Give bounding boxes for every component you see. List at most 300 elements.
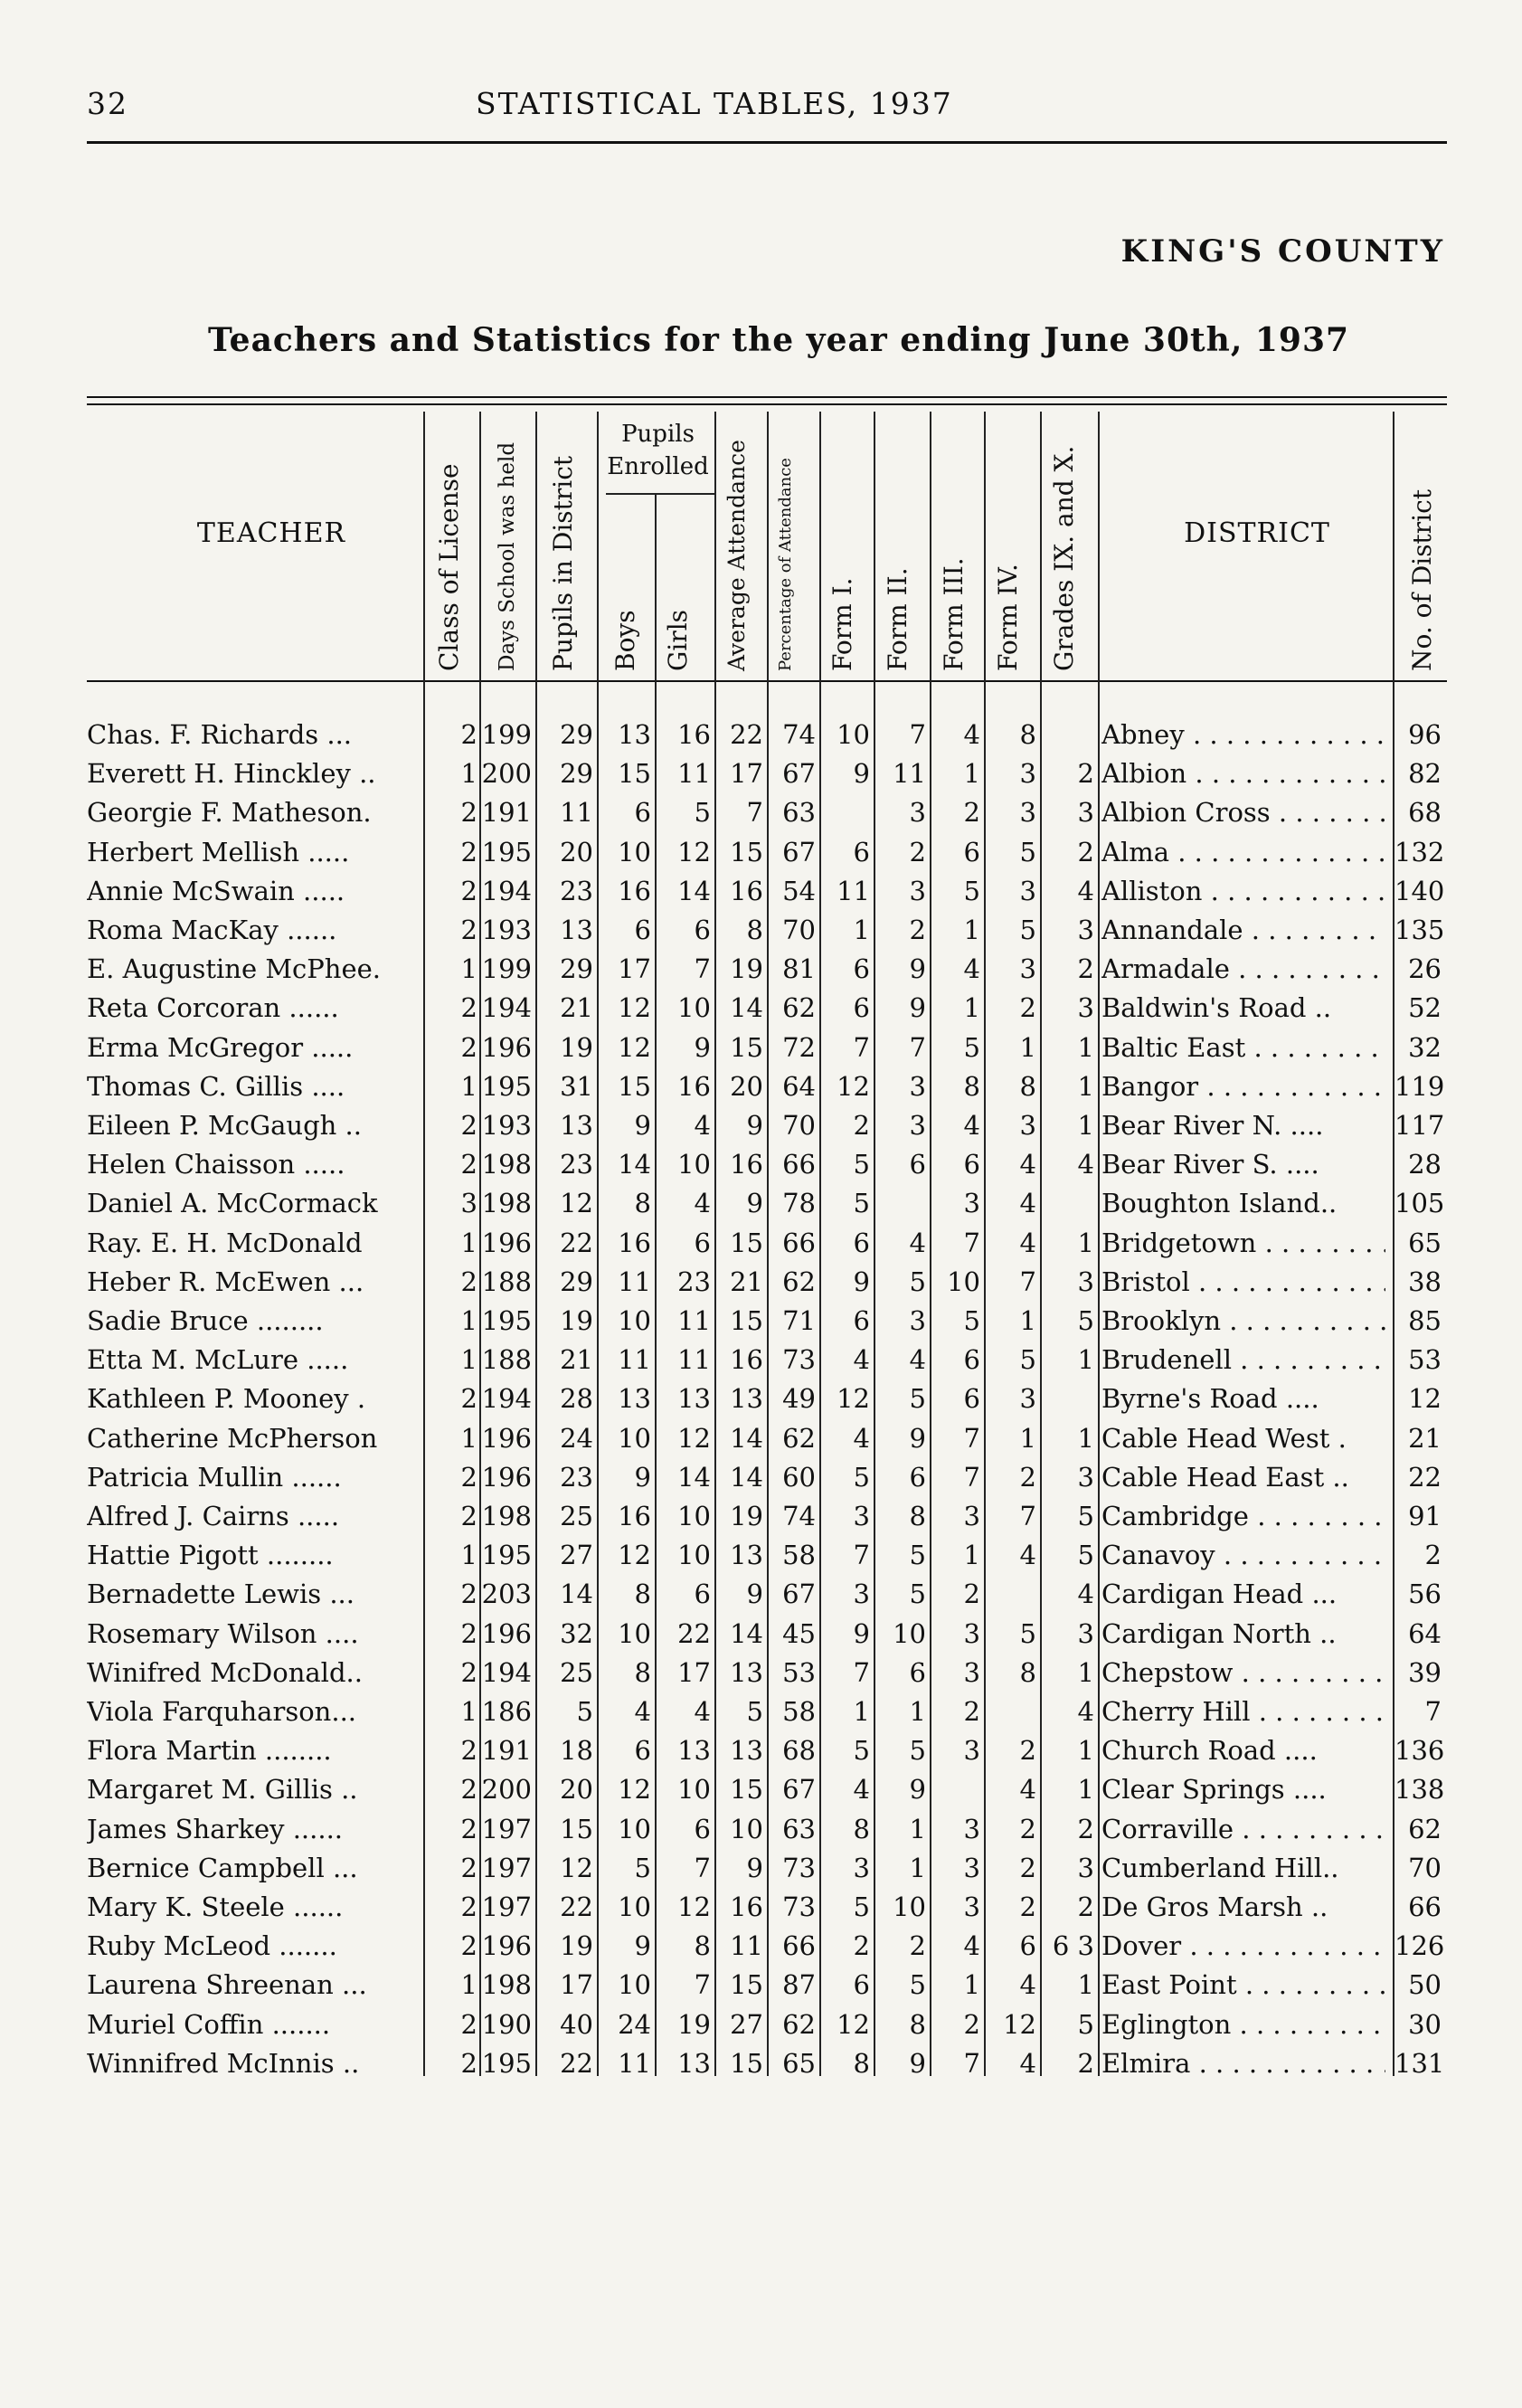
percentage-attendance-cell: 87 (782, 1969, 816, 2001)
form-4-cell: 8 (1019, 1070, 1036, 1102)
pupils-in-district-cell: 29 (560, 953, 593, 985)
form-1-cell: 5 (853, 1735, 870, 1767)
average-attendance-cell: 8 (746, 915, 763, 945)
district-label: Cable Head West . (1101, 1422, 1347, 1454)
form-2-cell: 1 (909, 1696, 926, 1727)
average-attendance-cell: 16 (730, 875, 763, 906)
no-of-district-cell: 117 (1394, 1110, 1445, 1141)
form-2-cell: 10 (893, 1617, 926, 1649)
district-name (1101, 1224, 1385, 1263)
district-name (1101, 1029, 1385, 1067)
boys-cell: 9 (634, 1930, 651, 1962)
pupils-in-district-cell: 11 (560, 797, 593, 829)
district-name (1101, 1692, 1385, 1731)
district-label: Bristol (1101, 1266, 1190, 1297)
boys-cell: 8 (634, 1578, 651, 1610)
district-name (1101, 950, 1385, 989)
form-1-cell: 1 (853, 1696, 870, 1727)
no-of-district-cell: 135 (1394, 915, 1445, 945)
class-of-license-cell: 1 (460, 758, 477, 790)
pupils-in-district-cell: 31 (560, 1070, 593, 1102)
class-of-license-cell: 2 (460, 1891, 477, 1922)
table-row (0, 1575, 1522, 1614)
grades-ix-x-cell: 1 (1077, 1774, 1094, 1806)
boys-cell: 9 (634, 1110, 651, 1141)
class-of-license-cell: 2 (460, 915, 477, 945)
boys-cell: 13 (618, 1383, 651, 1415)
girls-cell: 10 (677, 992, 711, 1024)
pupils-in-district-cell: 29 (560, 1266, 593, 1297)
form-3-cell: 1 (963, 1969, 980, 2001)
leader-dots (1215, 1540, 1385, 1570)
form-2-cell: 6 (909, 1656, 926, 1688)
girls-cell: 13 (677, 2047, 711, 2079)
percentage-attendance-cell: 81 (782, 953, 816, 985)
form-2-cell: 3 (909, 797, 926, 829)
boys-cell: 15 (618, 1070, 651, 1102)
table-row (0, 1692, 1522, 1731)
leader-dots (1190, 1266, 1385, 1297)
district-label: Eglington (1101, 2008, 1232, 2040)
no-of-district-cell: 56 (1408, 1578, 1442, 1610)
form-1-cell: 9 (853, 758, 870, 790)
form-3-cell: 6 (963, 1383, 980, 1415)
teacher-name: Bernadette Lewis ... (87, 1578, 355, 1610)
no-of-district-cell: 12 (1408, 1383, 1442, 1415)
pupils-in-district-cell: 40 (560, 2008, 593, 2040)
class-of-license-cell: 2 (460, 1461, 477, 1493)
average-attendance-cell: 9 (746, 1852, 763, 1883)
form-4-cell: 4 (1019, 1969, 1036, 2001)
leader-dots (1245, 1032, 1385, 1063)
no-of-district-cell: 7 (1424, 1696, 1442, 1727)
district-label: Cherry Hill (1101, 1696, 1251, 1727)
district-label: Church Road .... (1101, 1735, 1318, 1767)
class-of-license-cell: 2 (460, 836, 477, 867)
boys-cell: 10 (618, 1305, 651, 1336)
percentage-attendance-cell: 58 (782, 1540, 816, 1571)
no-of-district-cell: 21 (1408, 1422, 1442, 1454)
grades-ix-x-cell: 1 (1077, 1969, 1094, 2001)
days-held-cell: 197 (481, 1891, 532, 1922)
district-label: Canavoy (1101, 1540, 1215, 1571)
percentage-attendance-cell: 64 (782, 1070, 816, 1102)
leader-dots (1230, 953, 1385, 984)
county-title: KING'S COUNTY (1120, 233, 1445, 270)
percentage-attendance-cell: 70 (782, 915, 816, 945)
no-of-district-cell: 138 (1394, 1774, 1445, 1806)
average-attendance-cell: 16 (730, 1891, 763, 1922)
grades-ix-x-cell: 5 (1077, 1305, 1094, 1336)
form-2-cell: 3 (909, 1110, 926, 1141)
class-of-license-cell: 2 (460, 719, 477, 750)
class-of-license-cell: 2 (460, 1110, 477, 1141)
class-of-license-cell: 2 (460, 1149, 477, 1180)
form-1-cell: 12 (837, 1070, 870, 1102)
days-held-cell: 200 (481, 758, 532, 790)
district-name (1101, 1145, 1385, 1184)
teacher-name: Hattie Pigott ........ (87, 1540, 334, 1571)
district-name (1101, 2044, 1385, 2083)
district-name (1101, 793, 1385, 832)
table-row (0, 989, 1522, 1028)
form-3-cell: 3 (963, 1852, 980, 1883)
class-of-license-cell: 2 (460, 1852, 477, 1883)
days-held-cell: 196 (481, 1031, 532, 1063)
form-4-cell: 3 (1019, 875, 1036, 906)
district-name (1101, 1849, 1385, 1888)
teacher-name: Etta M. McLure ..... (87, 1344, 349, 1376)
days-held-cell: 195 (481, 836, 532, 867)
days-held-cell: 194 (481, 992, 532, 1024)
form-2-cell: 9 (909, 1774, 926, 1806)
form-3-cell: 2 (963, 1578, 980, 1610)
days-held-cell: 194 (481, 875, 532, 906)
days-held-cell: 194 (481, 1383, 532, 1415)
district-label: Clear Springs .... (1101, 1774, 1327, 1806)
no-of-district-cell: 64 (1408, 1617, 1442, 1649)
teacher-name: Roma MacKay ...... (87, 915, 337, 945)
header-teacher: TEACHER (196, 517, 346, 549)
no-of-district-cell: 65 (1408, 1227, 1442, 1258)
pupils-in-district-cell: 12 (560, 1188, 593, 1219)
average-attendance-cell: 10 (730, 1813, 763, 1844)
form-4-cell: 2 (1019, 1852, 1036, 1883)
class-of-license-cell: 1 (460, 1305, 477, 1336)
no-of-district-cell: 50 (1408, 1969, 1442, 2001)
form-3-cell: 6 (963, 1344, 980, 1376)
average-attendance-cell: 14 (730, 992, 763, 1024)
form-2-cell: 3 (909, 1070, 926, 1102)
class-of-license-cell: 1 (460, 953, 477, 985)
leader-dots (1186, 758, 1385, 789)
percentage-attendance-cell: 72 (782, 1031, 816, 1063)
form-1-cell: 3 (853, 1501, 870, 1531)
district-label: Boughton Island.. (1101, 1188, 1338, 1219)
form-4-cell: 4 (1019, 1227, 1036, 1258)
average-attendance-cell: 13 (730, 1383, 763, 1415)
percentage-attendance-cell: 62 (782, 1422, 816, 1454)
average-attendance-cell: 15 (730, 1227, 763, 1258)
header-form-4: Form IV. (993, 564, 1023, 671)
form-4-cell: 8 (1019, 1656, 1036, 1688)
girls-cell: 9 (694, 1031, 711, 1063)
teacher-name: Reta Corcoran ...... (87, 992, 339, 1024)
form-1-cell: 7 (853, 1031, 870, 1063)
district-name (1101, 2005, 1385, 2044)
form-4-cell: 2 (1019, 992, 1036, 1024)
form-4-cell: 3 (1019, 797, 1036, 829)
form-1-cell: 4 (853, 1774, 870, 1806)
girls-cell: 12 (677, 1891, 711, 1922)
grades-ix-x-cell: 4 (1077, 1578, 1094, 1610)
average-attendance-cell: 14 (730, 1461, 763, 1493)
days-held-cell: 186 (481, 1696, 532, 1727)
teacher-name: Ruby McLeod ....... (87, 1930, 337, 1962)
no-of-district-cell: 85 (1408, 1305, 1442, 1336)
form-2-cell: 2 (909, 1930, 926, 1962)
no-of-district-cell: 126 (1394, 1930, 1445, 1962)
boys-cell: 12 (618, 992, 651, 1024)
teacher-name: Georgie F. Matheson. (87, 797, 372, 829)
pupils-in-district-cell: 22 (560, 1227, 593, 1258)
class-of-license-cell: 2 (460, 1501, 477, 1531)
table-row (0, 1810, 1522, 1849)
girls-cell: 11 (677, 1344, 711, 1376)
percentage-attendance-cell: 74 (782, 1501, 816, 1531)
pupils-in-district-cell: 23 (560, 1461, 593, 1493)
table-row (0, 716, 1522, 754)
form-2-cell: 6 (909, 1149, 926, 1180)
teacher-name: Chas. F. Richards ... (87, 719, 353, 750)
girls-cell: 6 (694, 1227, 711, 1258)
percentage-attendance-cell: 68 (782, 1735, 816, 1767)
teacher-name: Flora Martin ........ (87, 1735, 332, 1767)
days-held-cell: 199 (481, 953, 532, 985)
form-2-cell: 5 (909, 1969, 926, 2001)
form-1-cell: 12 (837, 1383, 870, 1415)
pupils-in-district-cell: 29 (560, 719, 593, 750)
leader-dots (1232, 1344, 1385, 1375)
leader-dots (1181, 1930, 1385, 1961)
no-of-district-cell: 132 (1394, 836, 1445, 867)
days-held-cell: 196 (481, 1617, 532, 1649)
no-of-district-cell: 82 (1408, 758, 1442, 790)
average-attendance-cell: 15 (730, 1969, 763, 2001)
boys-cell: 11 (618, 2047, 651, 2079)
table-row (0, 1302, 1522, 1341)
table-row (0, 2005, 1522, 2044)
average-attendance-cell: 11 (730, 1930, 763, 1962)
leader-dots (1234, 1814, 1385, 1844)
boys-cell: 12 (618, 1031, 651, 1063)
form-2-cell: 8 (909, 1501, 926, 1531)
district-label: Cambridge (1101, 1501, 1249, 1531)
class-of-license-cell: 1 (460, 1422, 477, 1454)
girls-cell: 16 (677, 719, 711, 750)
district-label: Annandale (1101, 915, 1243, 945)
average-attendance-cell: 13 (730, 1540, 763, 1571)
days-held-cell: 188 (481, 1344, 532, 1376)
boys-cell: 5 (634, 1852, 651, 1883)
table-row (0, 1770, 1522, 1809)
average-attendance-cell: 14 (730, 1617, 763, 1649)
pupils-in-district-cell: 18 (560, 1735, 593, 1767)
days-held-cell: 191 (481, 1735, 532, 1767)
district-label: Dover (1101, 1930, 1182, 1962)
leader-dots (1271, 797, 1385, 828)
table-row (0, 1927, 1522, 1966)
form-1-cell: 5 (853, 1461, 870, 1493)
grades-ix-x-cell: 3 (1077, 1266, 1094, 1297)
teacher-name: Muriel Coffin ....... (87, 2008, 331, 2040)
district-label: Alma (1101, 836, 1170, 867)
page-number: 32 (87, 86, 128, 121)
district-name (1101, 1731, 1385, 1770)
form-1-cell: 4 (853, 1422, 870, 1454)
average-attendance-cell: 9 (746, 1188, 763, 1219)
boys-cell: 16 (618, 875, 651, 906)
grades-ix-x-cell: 2 (1077, 953, 1094, 985)
pupils-in-district-cell: 20 (560, 836, 593, 867)
days-held-cell: 198 (481, 1501, 532, 1531)
percentage-attendance-cell: 67 (782, 836, 816, 867)
form-4-cell: 1 (1019, 1422, 1036, 1454)
teacher-name: Ray. E. H. McDonald (87, 1227, 363, 1258)
form-3-cell: 1 (963, 992, 980, 1024)
girls-cell: 6 (694, 1813, 711, 1844)
grades-ix-x-cell: 3 (1077, 1617, 1094, 1649)
district-label: Corraville (1101, 1813, 1234, 1844)
teacher-name: Mary K. Steele ...... (87, 1891, 344, 1922)
form-1-cell: 5 (853, 1188, 870, 1219)
girls-cell: 4 (694, 1188, 711, 1219)
form-4-cell: 4 (1019, 1149, 1036, 1180)
teacher-name: Annie McSwain ..... (87, 875, 345, 906)
grades-ix-x-cell: 1 (1077, 1031, 1094, 1063)
table-row (0, 1145, 1522, 1184)
class-of-license-cell: 2 (460, 1656, 477, 1688)
class-of-license-cell: 2 (460, 2047, 477, 2079)
girls-cell: 10 (677, 1149, 711, 1180)
district-name (1101, 1341, 1385, 1379)
no-of-district-cell: 52 (1408, 992, 1442, 1024)
header-percentage-attendance: Percentage of Attendance (776, 458, 795, 671)
teacher-name: Rosemary Wilson .... (87, 1617, 359, 1649)
days-held-cell: 199 (481, 719, 532, 750)
days-held-cell: 196 (481, 1422, 532, 1454)
girls-cell: 14 (677, 1461, 711, 1493)
district-name (1101, 1888, 1385, 1927)
boys-cell: 10 (618, 1813, 651, 1844)
form-2-cell: 2 (909, 915, 926, 945)
class-of-license-cell: 2 (460, 992, 477, 1024)
table-row (0, 1888, 1522, 1927)
district-name (1101, 1067, 1385, 1106)
days-held-cell: 194 (481, 1656, 532, 1688)
form-4-cell: 3 (1019, 1110, 1036, 1141)
form-4-cell: 7 (1019, 1501, 1036, 1531)
class-of-license-cell: 2 (460, 1383, 477, 1415)
boys-cell: 12 (618, 1774, 651, 1806)
header-district: DISTRICT (1184, 517, 1330, 549)
leader-dots (1202, 876, 1385, 906)
form-3-cell: 3 (963, 1188, 980, 1219)
grades-ix-x-cell: 2 (1077, 1813, 1094, 1844)
form-3-cell: 10 (947, 1266, 980, 1297)
table-row (0, 1849, 1522, 1888)
form-2-cell: 5 (909, 1383, 926, 1415)
grades-ix-x-cell: 3 (1077, 992, 1094, 1024)
district-name (1101, 1927, 1385, 1966)
boys-cell: 16 (618, 1501, 651, 1531)
pupils-in-district-cell: 20 (560, 1774, 593, 1806)
grades-ix-x-cell: 3 (1077, 797, 1094, 829)
percentage-attendance-cell: 60 (782, 1461, 816, 1493)
no-of-district-cell: 66 (1408, 1891, 1442, 1922)
class-of-license-cell: 1 (460, 1227, 477, 1258)
class-of-license-cell: 2 (460, 1266, 477, 1297)
percentage-attendance-cell: 73 (782, 1852, 816, 1883)
teacher-name: Thomas C. Gillis .... (87, 1070, 345, 1102)
form-3-cell: 1 (963, 915, 980, 945)
pupils-in-district-cell: 5 (576, 1696, 593, 1727)
boys-cell: 11 (618, 1266, 651, 1297)
average-attendance-cell: 13 (730, 1656, 763, 1688)
no-of-district-cell: 119 (1394, 1070, 1445, 1102)
teacher-name: Heber R. McEwen ... (87, 1266, 364, 1297)
pupils-in-district-cell: 13 (560, 1110, 593, 1141)
percentage-attendance-cell: 63 (782, 797, 816, 829)
header-no-of-district: No. of District (1407, 488, 1437, 671)
table-row (0, 1067, 1522, 1106)
form-3-cell: 4 (963, 1930, 980, 1962)
leader-dots (1243, 915, 1385, 945)
no-of-district-cell: 96 (1408, 719, 1442, 750)
no-of-district-cell: 22 (1408, 1461, 1442, 1493)
district-name (1101, 1263, 1385, 1302)
average-attendance-cell: 9 (746, 1110, 763, 1141)
form-1-cell: 8 (853, 1813, 870, 1844)
class-of-license-cell: 2 (460, 1813, 477, 1844)
teacher-name: James Sharkey ...... (87, 1813, 344, 1844)
class-of-license-cell: 1 (460, 1070, 477, 1102)
form-2-cell: 5 (909, 1578, 926, 1610)
form-2-cell: 6 (909, 1461, 926, 1493)
form-4-cell: 12 (1003, 2008, 1036, 2040)
form-2-cell: 9 (909, 2047, 926, 2079)
district-name (1101, 1106, 1385, 1145)
girls-cell: 10 (677, 1774, 711, 1806)
district-label: Cumberland Hill.. (1101, 1852, 1339, 1883)
pupils-in-district-cell: 15 (560, 1813, 593, 1844)
boys-cell: 8 (634, 1188, 651, 1219)
form-1-cell: 6 (853, 1305, 870, 1336)
percentage-attendance-cell: 66 (782, 1149, 816, 1180)
form-4-cell: 2 (1019, 1735, 1036, 1767)
days-held-cell: 197 (481, 1813, 532, 1844)
pupils-in-district-cell: 24 (560, 1422, 593, 1454)
days-held-cell: 196 (481, 1930, 532, 1962)
district-name (1101, 833, 1385, 872)
girls-cell: 11 (677, 1305, 711, 1336)
days-held-cell: 190 (481, 2008, 532, 2040)
table-row (0, 911, 1522, 950)
class-of-license-cell: 2 (460, 797, 477, 829)
class-of-license-cell: 2 (460, 1735, 477, 1767)
teacher-name: Alfred J. Cairns ..... (87, 1501, 340, 1531)
girls-cell: 11 (677, 758, 711, 790)
district-name (1101, 1184, 1385, 1223)
average-attendance-cell: 16 (730, 1344, 763, 1376)
average-attendance-cell: 20 (730, 1070, 763, 1102)
girls-cell: 7 (694, 1852, 711, 1883)
table-row (0, 1106, 1522, 1145)
percentage-attendance-cell: 66 (782, 1227, 816, 1258)
form-1-cell: 3 (853, 1578, 870, 1610)
form-1-cell: 10 (837, 719, 870, 750)
form-4-cell: 2 (1019, 1891, 1036, 1922)
percentage-attendance-cell: 62 (782, 1266, 816, 1297)
class-of-license-cell: 1 (460, 1969, 477, 2001)
girls-cell: 16 (677, 1070, 711, 1102)
district-label: De Gros Marsh .. (1101, 1891, 1328, 1922)
form-3-cell: 2 (963, 2008, 980, 2040)
class-of-license-cell: 1 (460, 1540, 477, 1571)
percentage-attendance-cell: 73 (782, 1344, 816, 1376)
pupils-in-district-cell: 12 (560, 1852, 593, 1883)
form-3-cell: 6 (963, 836, 980, 867)
